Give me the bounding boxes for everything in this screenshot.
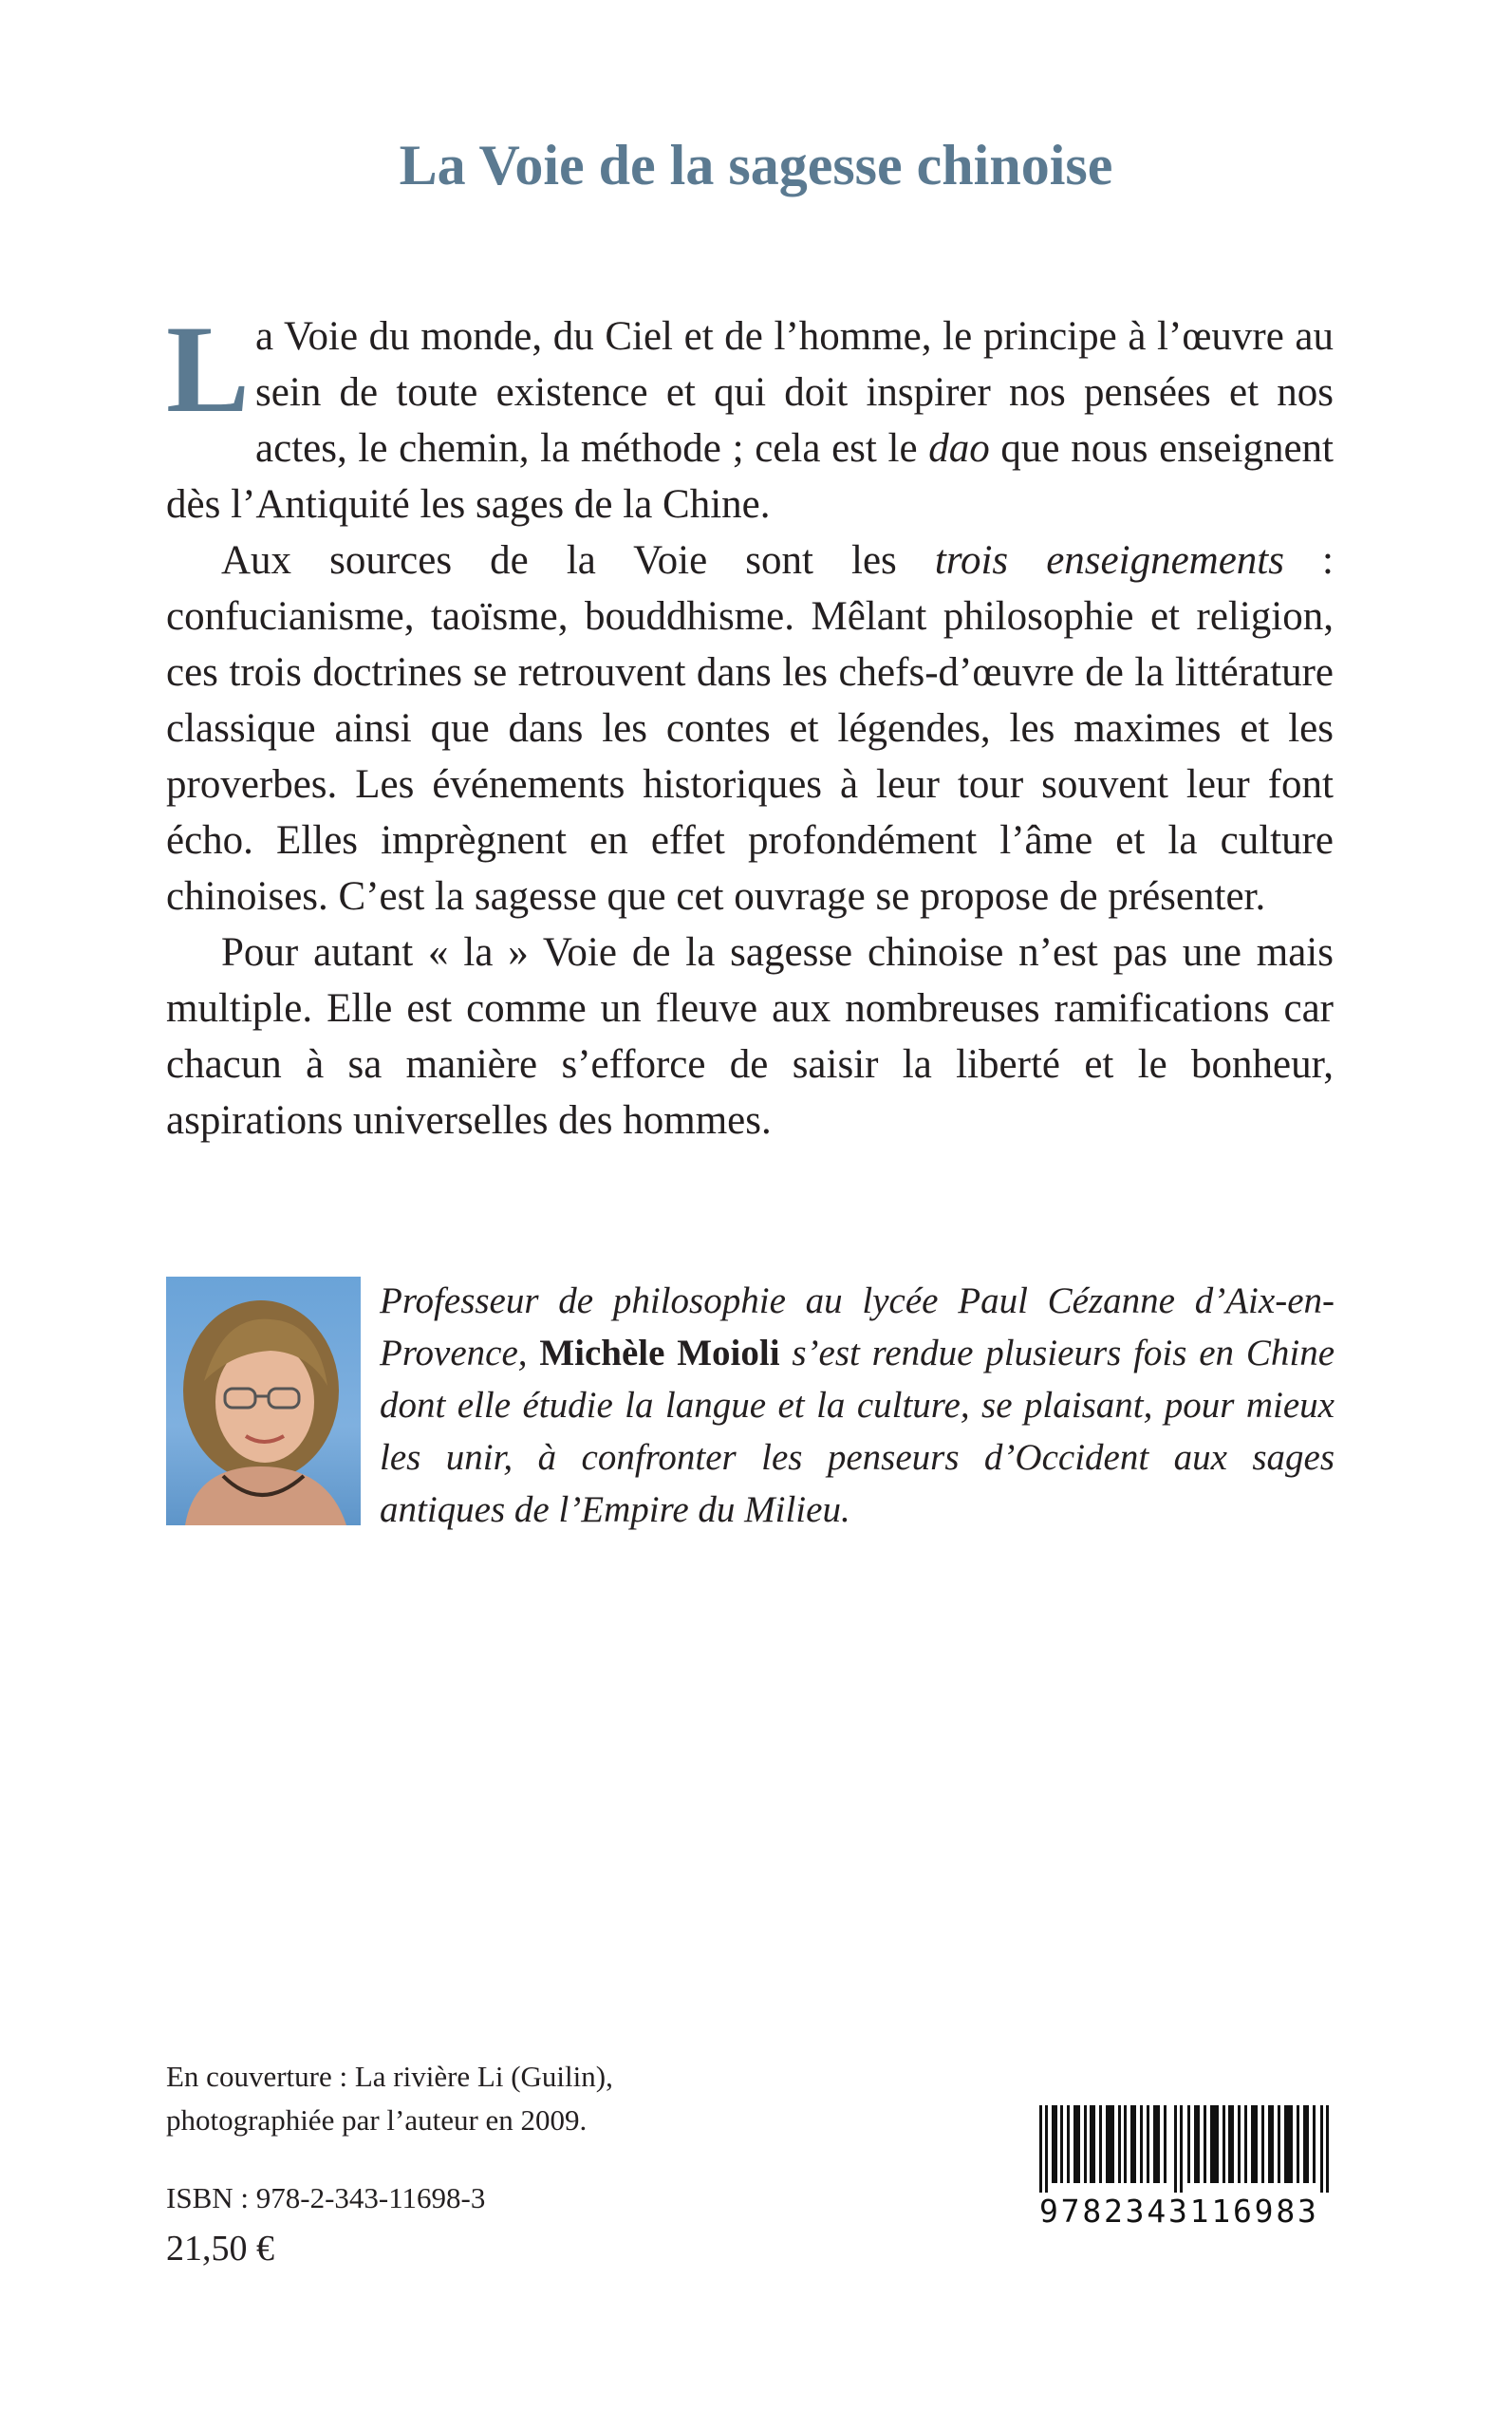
author-bio-text-b: s’est rendue plusieurs fois en Chine dont elle étudie la langue et la culture, se plaisant, pour mieux les unir, à confronter les penseurs d’Occident aux sages antiques de l’Empire du Milieu. <box>380 1333 1335 1530</box>
cover-credit-line-2: photographiée par l’auteur en 2009. <box>166 2103 588 2137</box>
author-bio <box>380 1275 1335 1536</box>
barcode <box>1039 2105 1330 2193</box>
paragraph-1-text-a: a Voie du monde, du Ciel et de l’homme, le principe à l’œuvre au sein de toute existence et qui doit inspirer nos pensées et nos actes, le chemin, la méthode ; cela est le <box>255 314 1334 471</box>
author-name: Michèle Moioli <box>539 1333 780 1373</box>
paragraph-3: Pour autant « la » Voie de la sagesse chinoise n’est pas une mais multiple. Elle est comme un fleuve aux nombreuses ramifications car chacun à sa manière s’efforce de saisir la liberté et le bonheur, aspirations universelles des hommes. <box>166 930 1334 1143</box>
drop-cap: L <box>166 299 251 439</box>
isbn: ISBN : 978-2-343-11698-3 <box>166 2181 486 2214</box>
cover-credit <box>166 2055 736 2142</box>
paragraph-2-text-a: Aux sources de la Voie sont les <box>221 538 935 583</box>
price: 21,50 € <box>166 2229 274 2269</box>
paragraph-2-text-b: : confucianisme, taoïsme, bouddhisme. Mêlant philosophie et religion, ces trois doctrines se retrouvent dans les chefs-d’œuvre de la littérature classique ainsi que dans les contes et légendes, les maximes et les proverbes. Les événements historiques à leur tour souvent leur font écho. Elles imprègnent en effet profondément l’âme et la culture chinoises. C’est la sagesse que cet ouvrage se propose de présenter. <box>166 538 1335 919</box>
author-photo <box>166 1277 361 1525</box>
cover-credit-line-1: En couverture : La rivière Li (Guilin), <box>166 2060 613 2093</box>
paragraph-2-italic: trois enseignements <box>934 538 1284 583</box>
barcode-digits: 9782343116983 <box>1039 2193 1319 2230</box>
blurb-text <box>166 299 1335 1148</box>
book-title: La Voie de la sagesse chinoise <box>399 134 1113 196</box>
paragraph-1 <box>166 299 1334 532</box>
paragraph-2 <box>166 532 1334 924</box>
author-bio-text-a: Professeur de philosophie au lycée Paul Cézanne d’Aix-en-Provence, <box>380 1280 1335 1373</box>
paragraph-1-italic: dao <box>928 426 990 471</box>
paragraph-1-text-b: que nous enseignent dès l’Antiquité les sages de la Chine. <box>166 426 1334 527</box>
